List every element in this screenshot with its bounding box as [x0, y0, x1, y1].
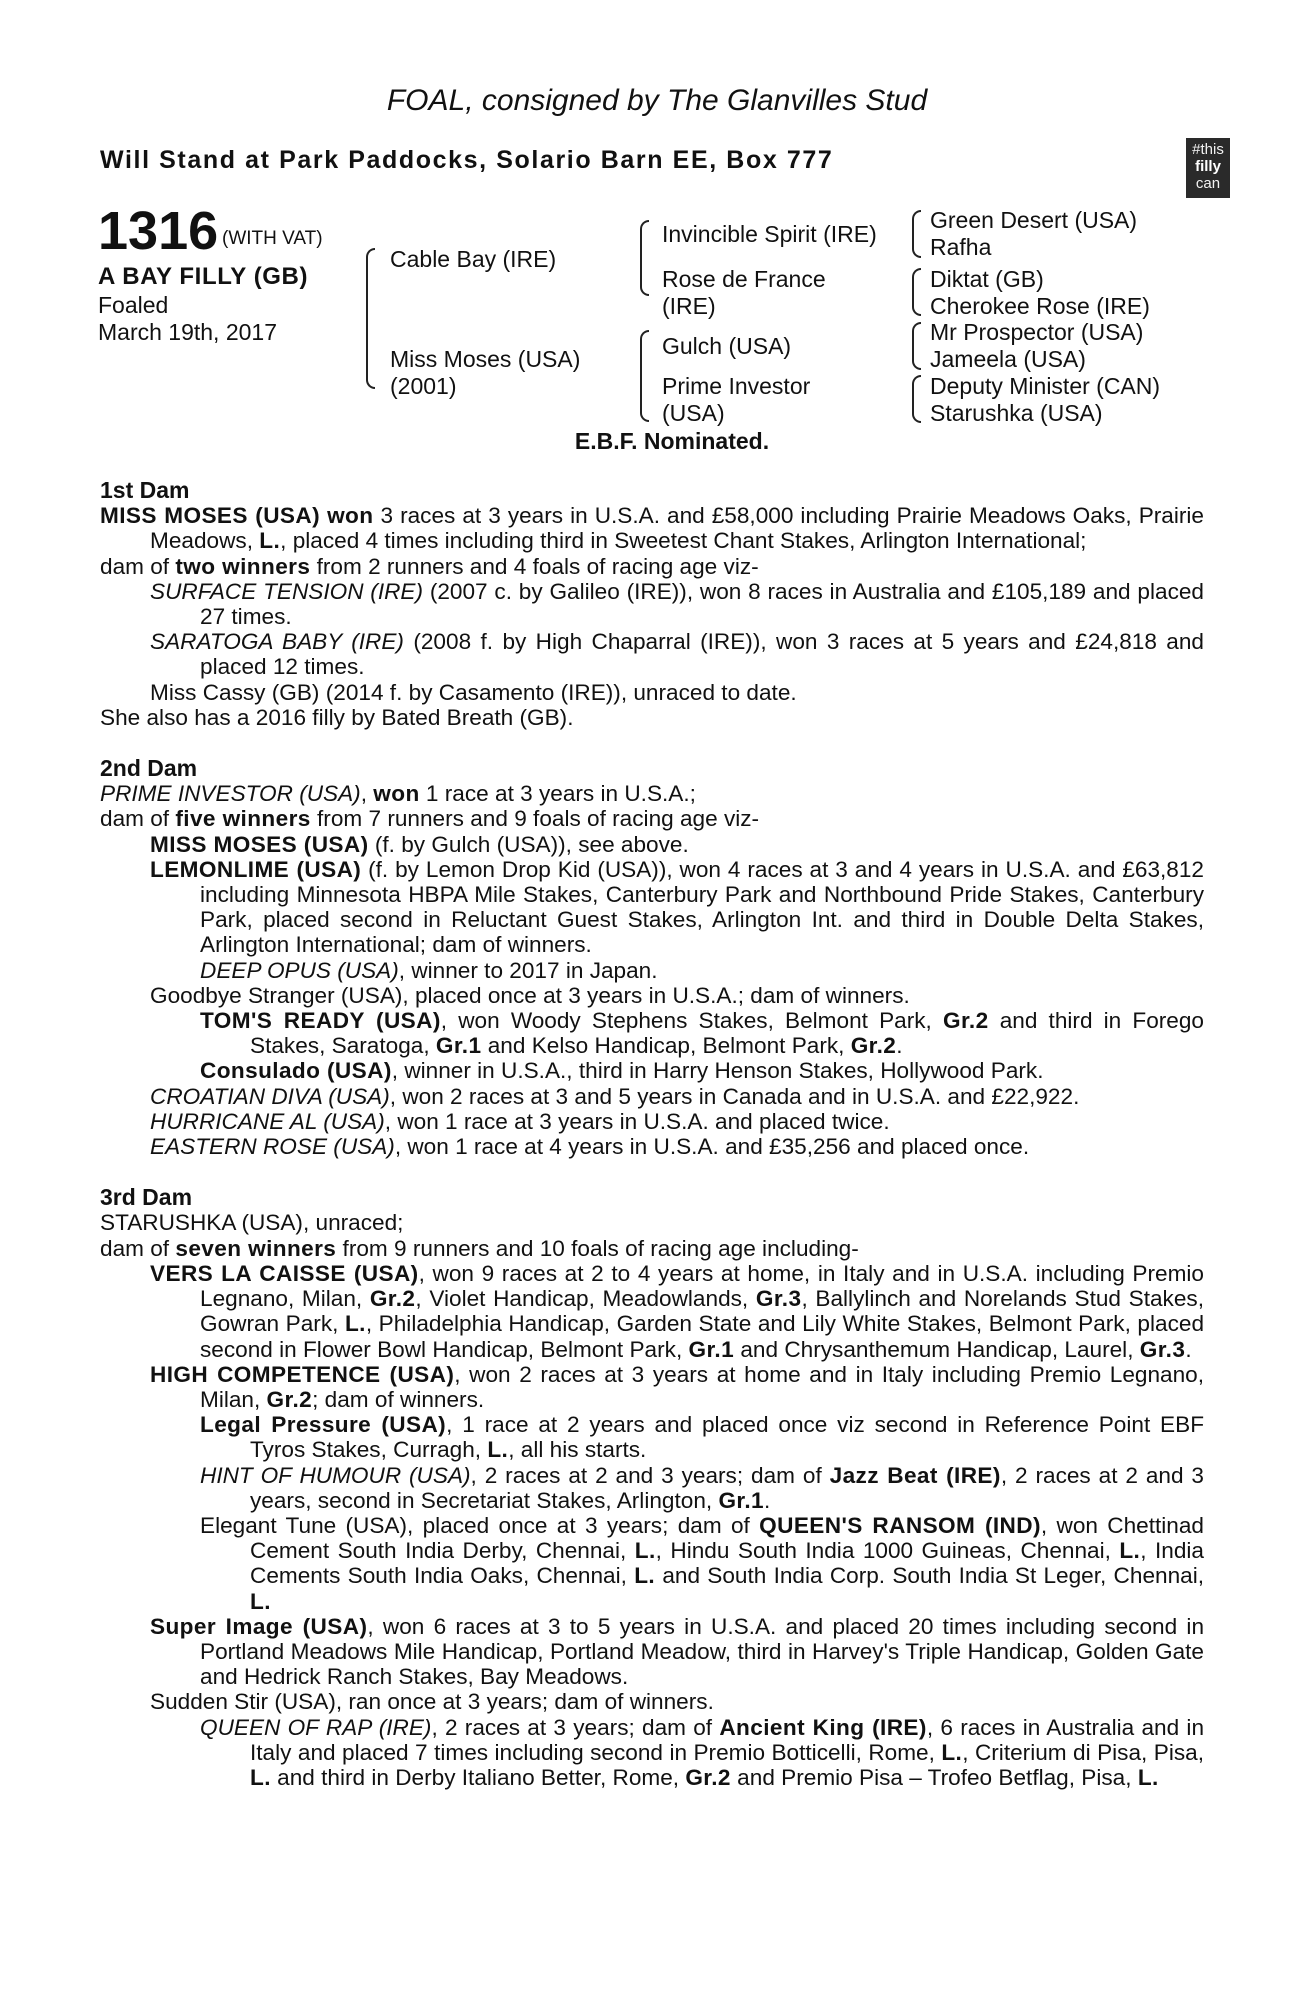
produce-entry: Miss Cassy (GB) (2014 f. by Casamento (IRE)), unraced to date. [150, 679, 797, 705]
badge-line: filly [1195, 158, 1221, 175]
pedigree-sd-dam: Cherokee Rose (IRE) [930, 293, 1150, 319]
lot-name: A BAY FILLY (GB) [98, 263, 309, 290]
produce-entry: Goodbye Stranger (USA), placed once at 3 years in U.S.A.; dam of winners. [150, 982, 910, 1008]
pedigree-ss-dam: Rafha [930, 234, 992, 260]
pedigree-sire-sire: Invincible Spirit (IRE) [662, 221, 877, 247]
produce-entry: DEEP OPUS (USA), winner to 2017 in Japan. [200, 957, 658, 983]
produce-entry: Consulado (USA), winner in U.S.A., third in Harry Henson Stakes, Hollywood Park. [200, 1058, 1044, 1084]
pedigree-dd-dam: Starushka (USA) [930, 400, 1103, 426]
pedigree-dd-sire: Deputy Minister (CAN) [930, 373, 1161, 399]
produce-entry: HURRICANE AL (USA), won 1 race at 3 years in U.S.A. and placed twice. [150, 1108, 890, 1134]
produce-entry: Super Image (USA), won 6 races at 3 to 5 years in U.S.A. and placed 20 times including second in Portland Meadows Mile Handicap, Portland Meadow, third in Harvey's Triple Handicap, Golden Gate and Hedrick Ranch Stakes, Bay Meadows. [150, 1613, 1205, 1690]
second-dam-record: PRIME INVESTOR (USA), won 1 race at 3 years in U.S.A.; [100, 781, 696, 807]
produce-entry: SARATOGA BABY (IRE) (2008 f. by High Chaparral (IRE)), won 3 races at 5 years and £24,818 and placed 12 times. [150, 629, 1204, 680]
lot-number: 1316 [98, 201, 219, 261]
pedigree-sire-dam-line1: Rose de France [662, 266, 826, 292]
produce-record [100, 478, 1204, 1790]
produce-entry: CROATIAN DIVA (USA), won 2 races at 3 and 5 years in Canada and in U.S.A. and £22,922. [150, 1083, 1080, 1109]
pedigree-sire: Cable Bay (IRE) [390, 246, 557, 272]
foaled-date: March 19th, 2017 [98, 319, 278, 345]
produce-entry: QUEEN OF RAP (IRE), 2 races at 3 years; dam of Ancient King (IRE), 6 races in Australia and in Italy and placed 7 times including second in Premio Botticelli, Rome, L., Criterium di Pisa, Pisa, L. and third in Derby Italiano Better, Rome, Gr.2 and Premio Pisa – Trofeo Betflag, Pisa, L. [200, 1714, 1205, 1790]
first-dam-heading: 1st Dam [100, 477, 190, 503]
pedigree-dam-dam-line1: Prime Investor [662, 373, 811, 399]
pedigree-bracket [640, 220, 649, 296]
produce-entry: VERS LA CAISSE (USA), won 9 races at 2 to 4 years at home, in Italy and in U.S.A. including Premio Legnano, Milan, Gr.2, Violet Handicap, Meadowlands, Gr.3, Ballylinch and Norelands Stud Stakes, Gowran Park, L., Philadelphia Handicap, Garden State and Lily White Stakes, Belmont Park, placed second in Flower Bowl Handicap, Belmont Park, Gr.1 and Chrysanthemum Handicap, Laurel, Gr.3. [150, 1260, 1205, 1362]
produce-entry: MISS MOSES (USA) (f. by Gulch (USA)), see above. [150, 831, 689, 857]
pedigree-ds-sire: Mr Prospector (USA) [930, 319, 1144, 345]
pedigree-sd-sire: Diktat (GB) [930, 266, 1044, 292]
pedigree-bracket [366, 248, 375, 389]
pedigree-dam-sire: Gulch (USA) [662, 333, 792, 359]
first-dam-also: She also has a 2016 filly by Bated Breath (GB). [100, 704, 574, 730]
pedigree-bracket [912, 210, 921, 258]
hashtag-badge [1186, 138, 1230, 198]
produce-entry: Legal Pressure (USA), 1 race at 2 years and placed once viz second in Reference Point EBF Tyros Stakes, Curragh, L., all his starts. [200, 1412, 1204, 1463]
produce-entry: EASTERN ROSE (USA), won 1 race at 4 years in U.S.A. and £35,256 and placed once. [150, 1134, 1030, 1160]
produce-entry: TOM'S READY (USA), won Woody Stephens Stakes, Belmont Park, Gr.2 and third in Forego Stakes, Saratoga, Gr.1 and Kelso Handicap, Belmont Park, Gr.2. [200, 1008, 1204, 1059]
third-dam-heading: 3rd Dam [100, 1184, 193, 1211]
third-dam-record: STARUSHKA (USA), unraced; [100, 1210, 404, 1236]
pedigree-bracket [640, 330, 649, 422]
vat-note: (WITH VAT) [222, 228, 323, 249]
second-dam-heading: 2nd Dam [100, 755, 198, 782]
stabling-location: Will Stand at Park Paddocks, Solario Barn EE, Box 777 [100, 146, 834, 174]
first-dam-record: MISS MOSES (USA) won 3 races at 3 years in U.S.A. and £58,000 including Prairie Meadows Oaks, Prairie Meadows, L., placed 4 times including third in Sweetest Chant Stakes, Arlington International; [100, 503, 1204, 554]
pedigree-bracket [912, 322, 921, 370]
produce-entry: HINT OF HUMOUR (USA), 2 races at 2 and 3 years; dam of Jazz Beat (IRE), 2 races at 2 and 3 years, second in Secretariat Stakes, Arlington, Gr.1. [200, 1462, 1204, 1513]
ebf-nomination: E.B.F. Nominated. [574, 428, 770, 454]
produce-entry: LEMONLIME (USA) (f. by Lemon Drop Kid (USA)), won 4 races at 3 and 4 years in U.S.A. and £63,812 including Minnesota HBPA Mile Stakes, Canterbury Park and Northbound Pride Stakes, Canterbury Park, placed second in Reluctant Guest Stakes, Arlington Int. and third in Double Delta Stakes, Arlington International; dam of winners. [150, 856, 1204, 958]
foaled-info [98, 292, 277, 346]
pedigree-bracket [912, 375, 921, 423]
badge-line: #this [1192, 141, 1224, 158]
pedigree-ss-sire: Green Desert (USA) [930, 207, 1138, 233]
pedigree-ds-dam: Jameela (USA) [930, 346, 1086, 372]
first-dam-produce: dam of two winners from 2 runners and 4 foals of racing age viz- [100, 553, 759, 579]
catalogue-header-title: FOAL, consigned by The Glanvilles Stud [386, 84, 928, 117]
produce-entry: SURFACE TENSION (IRE) (2007 c. by Galileo (IRE)), won 8 races in Australia and £105,189 and placed 27 times. [150, 578, 1204, 630]
third-dam-produce: dam of seven winners from 9 runners and 10 foals of racing age including- [100, 1235, 859, 1261]
pedigree-dam-line2: (2001) [390, 373, 457, 399]
pedigree-sire-dam-line2: (IRE) [662, 293, 716, 319]
second-dam-produce: dam of five winners from 7 runners and 9 foals of racing age viz- [100, 806, 760, 832]
badge-line: can [1195, 175, 1221, 192]
produce-entry: Elegant Tune (USA), placed once at 3 years; dam of QUEEN'S RANSOM (IND), won Chettinad Cement South India Derby, Chennai, L., Hindu South India 1000 Guineas, Chennai, L., India Cements South India Oaks, Chennai, L. and South India Corp. South India St Leger, Chennai, L. [200, 1512, 1204, 1614]
foaled-label: Foaled [98, 292, 169, 318]
produce-entry: HIGH COMPETENCE (USA), won 2 races at 3 years at home and in Italy including Premio Legnano, Milan, Gr.2; dam of winners. [150, 1361, 1204, 1412]
pedigree-dam-line1: Miss Moses (USA) [390, 346, 581, 372]
produce-entry: Sudden Stir (USA), ran once at 3 years; dam of winners. [150, 1689, 714, 1715]
pedigree-bracket [912, 268, 921, 316]
pedigree-dam-dam-line2: (USA) [662, 400, 725, 426]
